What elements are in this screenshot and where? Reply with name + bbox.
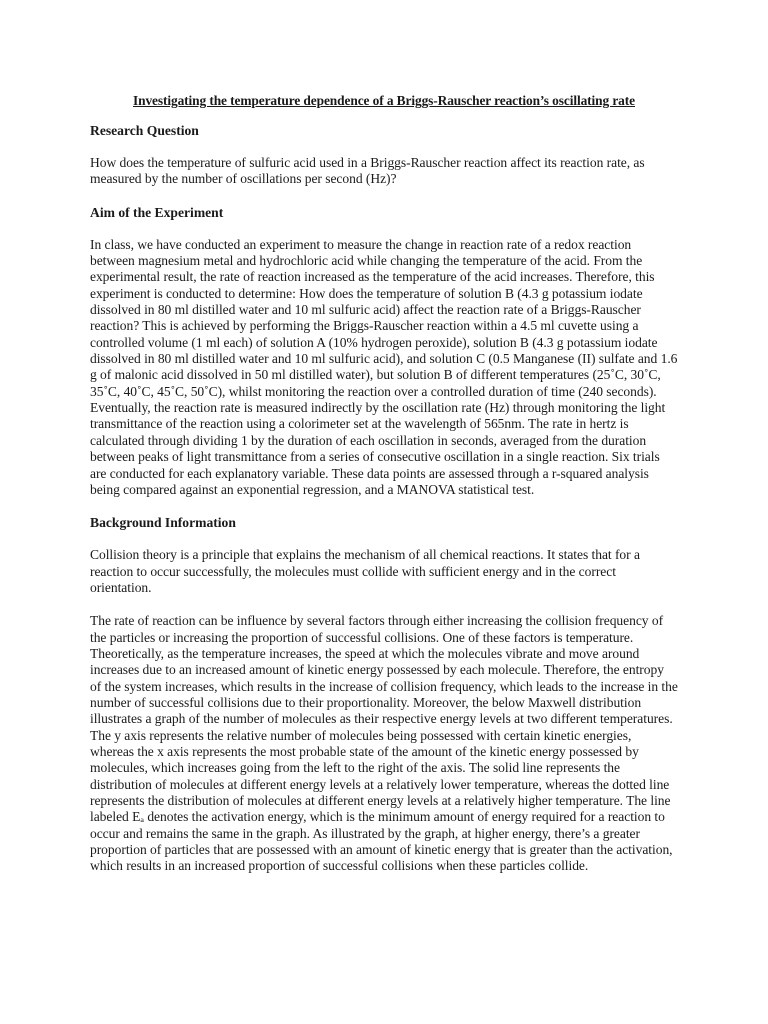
- aim-paragraph: In class, we have conducted an experiment to measure the change in reaction rate of a redox reaction between magnesium metal and hydrochloric acid while changing the temperature of the acid. From the experimental result, the rate of reaction increased as the temperature of the acid increases. Therefore, this experiment is conducted to determine: How does the temperature of solution B (4.3 g potassium iodate dissolved in 80 ml distilled water and 10 ml sulfuric acid) affect the reaction rate of a Briggs-Rauscher reaction? This is achieved by performing the Briggs-Rauscher reaction within a 4.5 ml cuvette using a controlled volume (1 ml each) of solution A (10% hydrogen peroxide), solution B (4.3 g potassium iodate dissolved in 80 ml distilled water and 10 ml sulfuric acid), and solution C (0.5 Manganese (II) sulfate and 1.6 g of malonic acid dissolved in 50 ml distilled water), but solution B of different temperatures (25˚C, 30˚C, 35˚C, 40˚C, 45˚C, 50˚C), whilst monitoring the reaction over a controlled duration of time (240 seconds). Eventually, the reaction rate is measured indirectly by the oscillation rate (Hz) through monitoring the light transmittance of the reaction using a colorimeter set at the wavelength of 565nm. The rate in hertz is calculated through dividing 1 by the duration of each oscillation in seconds, averaged from the duration between peaks of light transmittance from a series of consecutive oscillation in a single reaction. Six trials are conducted for each explanatory variable. These data points are assessed through a r-squared analysis being compared against an exponential regression, and a MANOVA statistical test.: [90, 236, 678, 497]
- document-title: Investigating the temperature dependence of a Briggs-Rauscher reaction’s oscillating rate: [133, 93, 635, 108]
- document-page: [90, 93, 678, 892]
- background-paragraph-collision-theory: Collision theory is a principle that explains the mechanism of all chemical reactions. It states that for a reaction to occur successfully, the molecules must collide with sufficient energy and in the correct orientation.: [90, 547, 640, 595]
- background-paragraph-rate-factors: The rate of reaction can be influence by several factors through either increasing the collision frequency of the particles or increasing the proportion of successful collisions. One of these factors is temperature. Theoretically, as the temperature increases, the speed at which the molecules vibrate and move around increases due to an increased amount of kinetic energy possessed by each molecule. Therefore, the entropy of the system increases, which results in the increase of collision frequency, which leads to the increase in the number of successful collisions due to their proportionality. Moreover, the below Maxwell distribution illustrates a graph of the number of molecules as their respective energy levels at two different temperatures. The y axis represents the relative number of molecules being possessed with certain kinetic energies, whereas the x axis represents the most probable state of the amount of the kinetic energy possessed by molecules, which increases going from the left to the right of the axis. The solid line represents the distribution of molecules at different energy levels at a relatively lower temperature, whereas the dotted line represents the distribution of molecules at different energy levels at a relatively higher temperature. The line labeled Eₐ denotes the activation energy, which is the minimum amount of energy required for a reaction to occur and remains the same in the graph. As illustrated by the graph, at higher energy, there’s a greater proportion of particles that are possessed with an amount of kinetic energy that is greater than the activation, which results in an increased proportion of successful collisions when these particles collide.: [90, 613, 678, 874]
- research-question-paragraph: How does the temperature of sulfuric acid used in a Briggs-Rauscher reaction affect its reaction rate, as measured by the number of oscillations per second (Hz)?: [90, 155, 645, 187]
- section-heading-background: Background Information: [90, 515, 236, 531]
- section-heading-research-question: Research Question: [90, 123, 199, 138]
- section-heading-aim: Aim of the Experiment: [90, 204, 224, 220]
